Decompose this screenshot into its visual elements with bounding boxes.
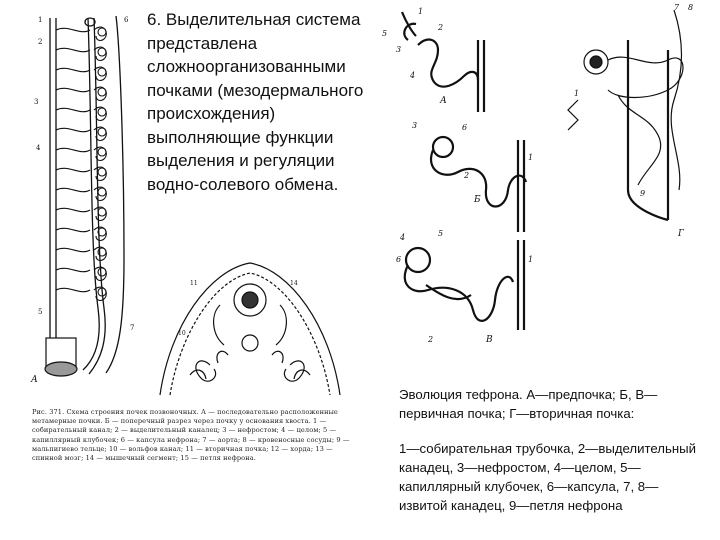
panel-letter: Б: [474, 195, 481, 205]
label-v: 6: [396, 255, 402, 264]
panel-letter: А: [31, 375, 38, 385]
side-label: 6: [124, 16, 129, 24]
label-g: 1: [574, 89, 580, 98]
label-a: 4: [410, 71, 416, 80]
figure-caption: Рис. 371. Схема строения почек позвоночных. А — последовательно расположенные метамерные почки. Б — поперечный разрез через почку у основания хвоста. 1 — собирательный канал; 2 — выделительный каналец; 3 — нефростом; 4 — целом; 5 — капиллярный клубочек; 6 — капсула нефрона; 7 — аорта; 8 — кровеносные сосуды; 9 — мальпигиево тельце; 10 — вольфов канал; 11 — вторичная почка; 12 — хорда; 13 — спинной мозг; 14 — мышечный сегмент; 15 — петля нефрона.: [32, 408, 350, 463]
label-a: 2: [438, 23, 444, 32]
label-g: 7: [674, 3, 680, 12]
label-b: 2: [464, 171, 470, 180]
glomerulus: [98, 148, 106, 156]
label-v: 1: [528, 255, 534, 264]
glomerulus: [98, 88, 106, 96]
panel-letter: Г: [678, 229, 684, 239]
svg-text:14: 14: [290, 280, 298, 287]
side-label: 1: [38, 16, 43, 24]
glomerulus: [98, 68, 106, 76]
glomerulus: [98, 268, 106, 276]
glomerulus: [98, 188, 106, 196]
kidney-cross-section-illustration: [150, 255, 350, 400]
nephron-evolution-illustration: [378, 0, 720, 350]
label-g: 9: [640, 189, 646, 198]
glomerulus: [98, 168, 106, 176]
label-v: 4: [400, 233, 406, 242]
label-a: 3: [396, 45, 402, 54]
side-label: 4: [36, 144, 41, 152]
label-b: 3: [412, 121, 418, 130]
label-b: 6: [462, 123, 468, 132]
evolution-caption: [399, 385, 699, 531]
panel-letter: А: [440, 96, 447, 106]
label-b: 1: [528, 153, 534, 162]
label-g: 8: [688, 3, 694, 12]
glomerulus: [98, 28, 106, 36]
svg-text:11: 11: [190, 280, 198, 287]
side-label: 3: [34, 98, 39, 106]
caption-main: Эволюция тефрона. А—предпочка; Б, В—первичная почка; Г—вторичная почка:: [399, 387, 658, 421]
caption-legend: 1—собирательная трубочка, 2—выделительный канадец, 3—нефростом, 4—целом, 5—капиллярный клубочек, 6—капсула, 7, 8—извитой канадец, 9—петля нефрона: [399, 441, 696, 513]
panel-letter: В: [486, 335, 493, 345]
glomerulus: [98, 208, 106, 216]
glomerulus: [98, 128, 106, 136]
glomerulus: [98, 108, 106, 116]
label-a: 5: [382, 29, 388, 38]
label-v: 2: [428, 335, 434, 344]
side-label: 7: [130, 324, 135, 332]
label-a: 1: [418, 7, 424, 16]
glomerulus: [98, 48, 106, 56]
svg-text:10: 10: [178, 330, 186, 337]
side-label: 5: [38, 308, 43, 316]
metameric-kidney-illustration: [28, 8, 146, 393]
slide-title: 6. Выделительная система представлена сложноорганизованными почками (мезодермального происхождения) выполняющие функции выделения и регуляции водно-солевого обмена.: [147, 10, 364, 194]
label-v: 5: [438, 229, 444, 238]
side-label: 2: [38, 38, 43, 46]
